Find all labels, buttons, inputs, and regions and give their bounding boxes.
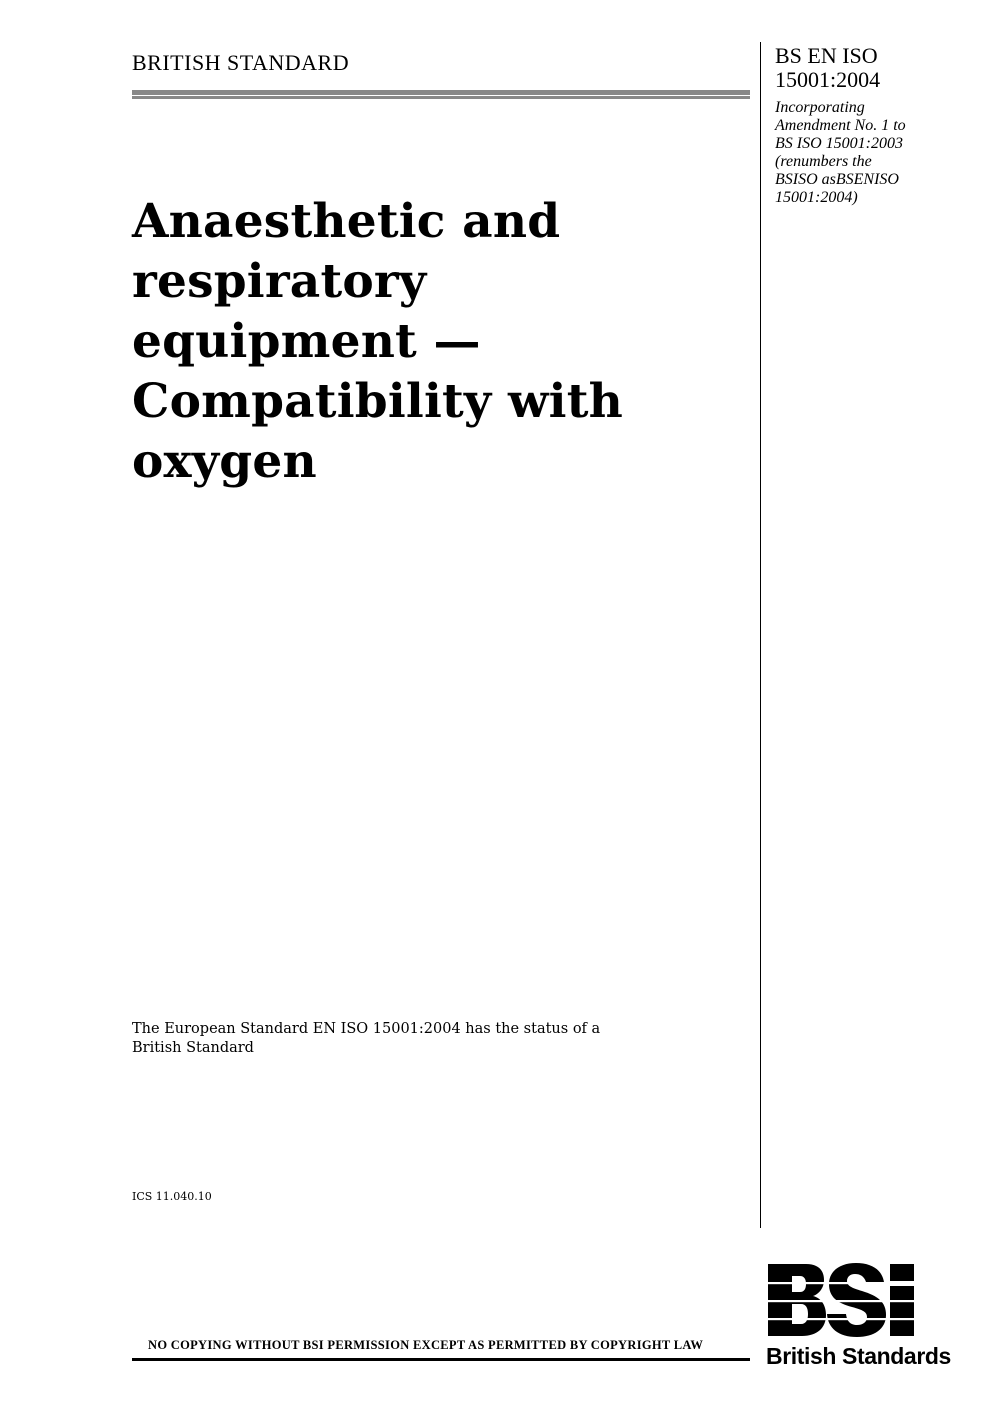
title-line: equipment — bbox=[132, 314, 481, 369]
title-line: oxygen bbox=[132, 434, 317, 489]
header-rule bbox=[132, 90, 750, 100]
copyright-notice: NO COPYING WITHOUT BSI PERMISSION EXCEPT AS PERMITTED BY COPYRIGHT LAW bbox=[148, 1338, 704, 1352]
document-number-line-2: 15001:2004 bbox=[775, 67, 881, 92]
amendment-line: (renumbers the bbox=[775, 153, 872, 170]
amendment-line: BSISO asBSENISO bbox=[775, 171, 899, 188]
document-number bbox=[775, 44, 975, 92]
amendment-line: Incorporating bbox=[775, 99, 865, 116]
title-line: respiratory bbox=[132, 254, 427, 309]
standard-type-label: BRITISH STANDARD bbox=[132, 50, 350, 75]
status-statement bbox=[132, 1020, 732, 1058]
bsi-logo-mark bbox=[766, 1262, 946, 1338]
document-title bbox=[132, 192, 752, 492]
title-line: Compatibility with bbox=[132, 374, 623, 429]
vertical-divider bbox=[760, 42, 761, 1228]
title-line: Anaesthetic and bbox=[132, 194, 561, 249]
footer-rule bbox=[132, 1358, 750, 1361]
header-rule-bar-bottom bbox=[132, 96, 750, 99]
ics-code: ICS 11.040.10 bbox=[132, 1190, 212, 1203]
amendment-line: Amendment No. 1 to bbox=[775, 117, 906, 134]
bsi-logo-caption: British Standards bbox=[766, 1343, 951, 1369]
status-line: The European Standard EN ISO 15001:2004 has the status of a bbox=[132, 1021, 601, 1037]
status-line: British Standard bbox=[132, 1040, 254, 1056]
amendment-line: 15001:2004) bbox=[775, 189, 858, 206]
bsi-logo bbox=[766, 1262, 951, 1372]
header-rule-bar-top bbox=[132, 90, 750, 95]
amendment-line: BS ISO 15001:2003 bbox=[775, 135, 903, 152]
document-number-line-1: BS EN ISO bbox=[775, 43, 878, 68]
amendment-note bbox=[775, 99, 975, 207]
